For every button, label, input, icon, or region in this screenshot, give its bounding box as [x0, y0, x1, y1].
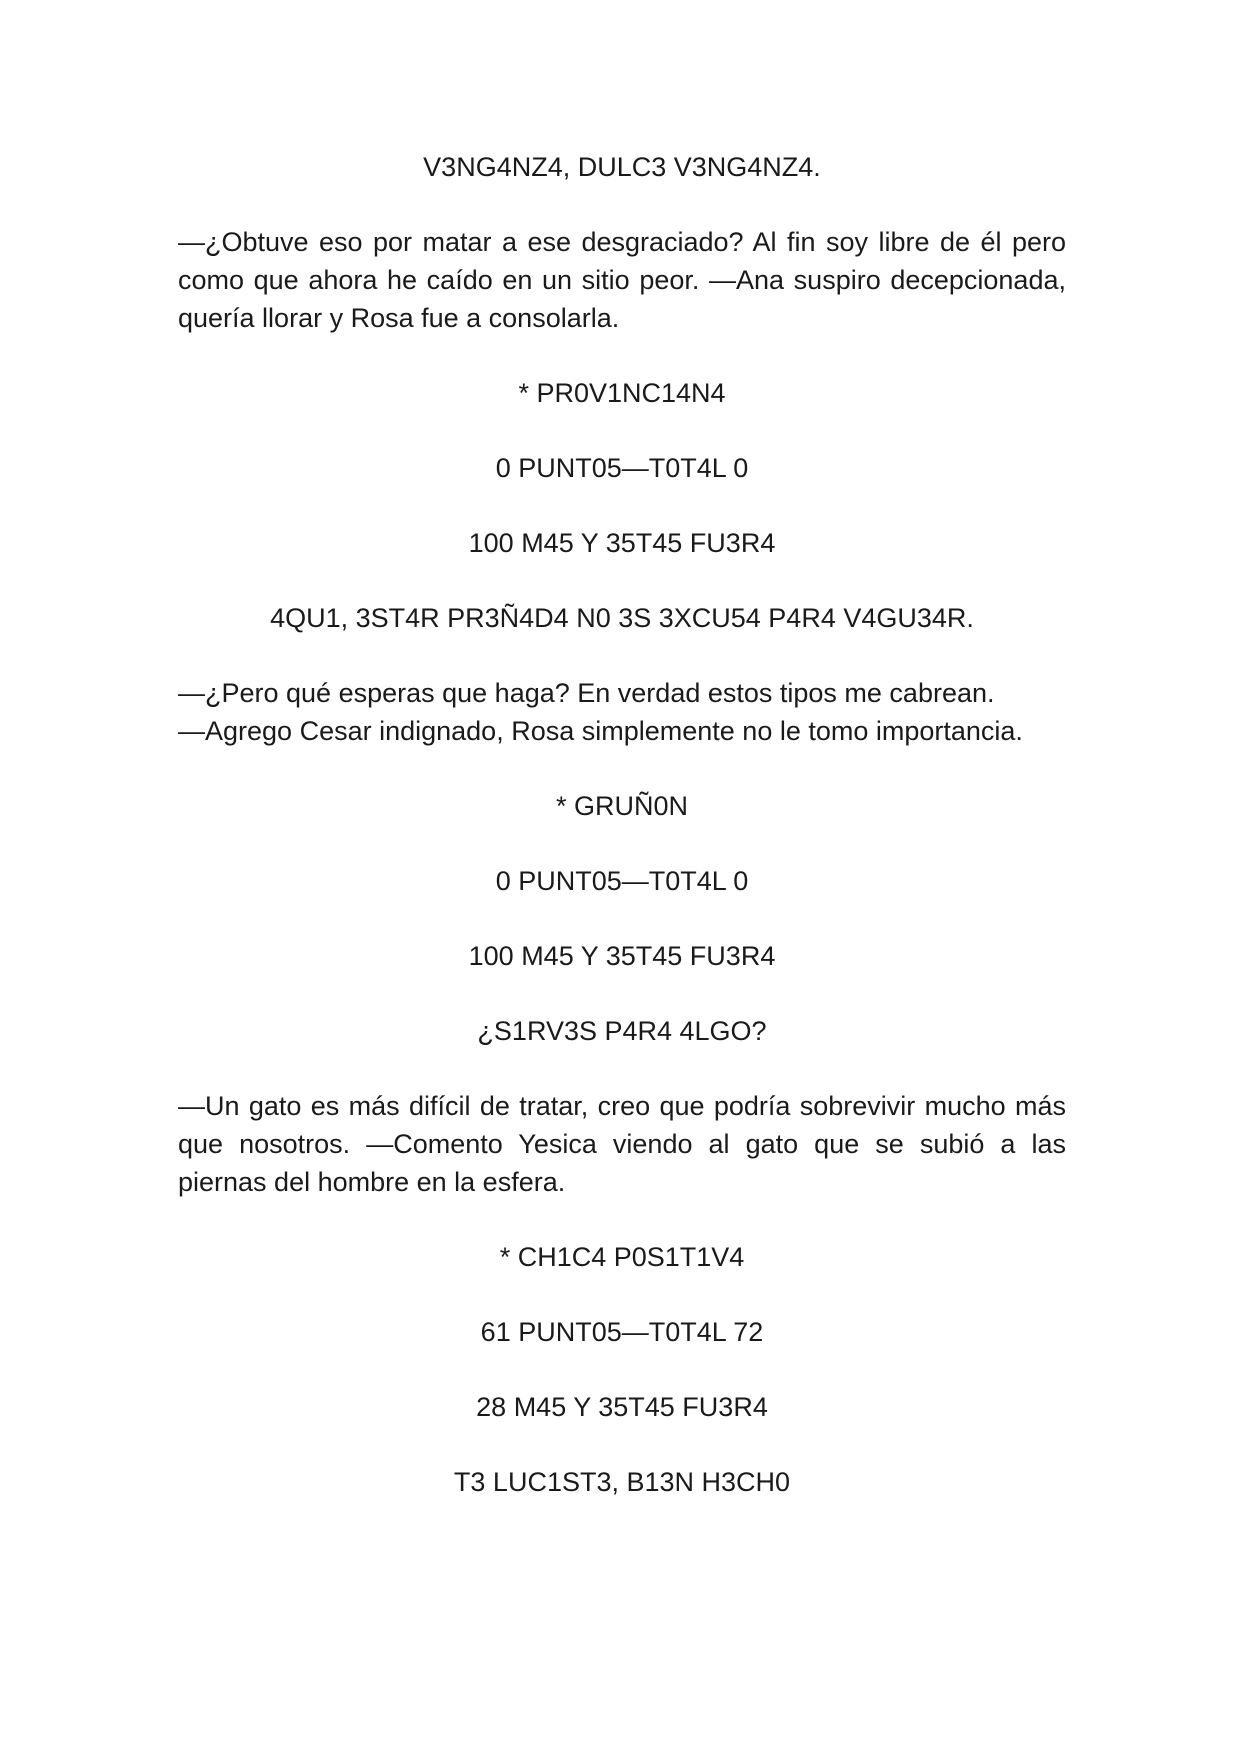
score-points: 61 PUNT05—T0T4L 72: [480, 1317, 764, 1347]
paragraph-line: —¿Obtuve eso por matar a ese desgraciado? Al fin soy libre de él pero como que ahora he caído en un sitio peor. —Ana suspiro decepcionada, quería llorar y Rosa fue a consolarla.: [178, 227, 1066, 333]
paragraph-ana: [178, 223, 1066, 337]
score-title-grunon: * GRUÑ0N: [555, 791, 689, 821]
paragraph-yesica: [178, 1087, 1066, 1201]
score-comment: 4QU1, 3ST4R PR3Ñ4D4 N0 3S 3XCU54 P4R4 V4GU34R.: [270, 603, 974, 633]
paragraph-line: —Agrego Cesar indignado, Rosa simplemente no le tomo importancia.: [178, 716, 1023, 746]
score-title-provinciana: * PR0V1NC14N4: [518, 378, 726, 408]
score-remaining: 28 M45 Y 35T45 FU3R4: [476, 1392, 768, 1422]
score-remaining: 100 M45 Y 35T45 FU3R4: [468, 528, 776, 558]
score-points: 0 PUNT05—T0T4L 0: [495, 866, 749, 896]
score-comment: ¿S1RV3S P4R4 4LGO?: [477, 1016, 767, 1046]
score-points: 0 PUNT05—T0T4L 0: [495, 453, 749, 483]
score-comment: T3 LUC1ST3, B13N H3CH0: [453, 1467, 791, 1497]
paragraph-line: —¿Pero qué esperas que haga? En verdad estos tipos me cabrean.: [178, 678, 995, 708]
chapter-heading: V3NG4NZ4, DULC3 V3NG4NZ4.: [423, 152, 821, 182]
text-column: [178, 148, 1066, 1501]
paragraph-cesar: [178, 674, 1066, 750]
score-title-chica-positiva: * CH1C4 P0S1T1V4: [499, 1242, 745, 1272]
score-remaining: 100 M45 Y 35T45 FU3R4: [468, 941, 776, 971]
paragraph-line: —Un gato es más difícil de tratar, creo que podría sobrevivir mucho más que nosotros. —Comento Yesica viendo al gato que se subió a las piernas del hombre en la esfera.: [178, 1091, 1066, 1197]
